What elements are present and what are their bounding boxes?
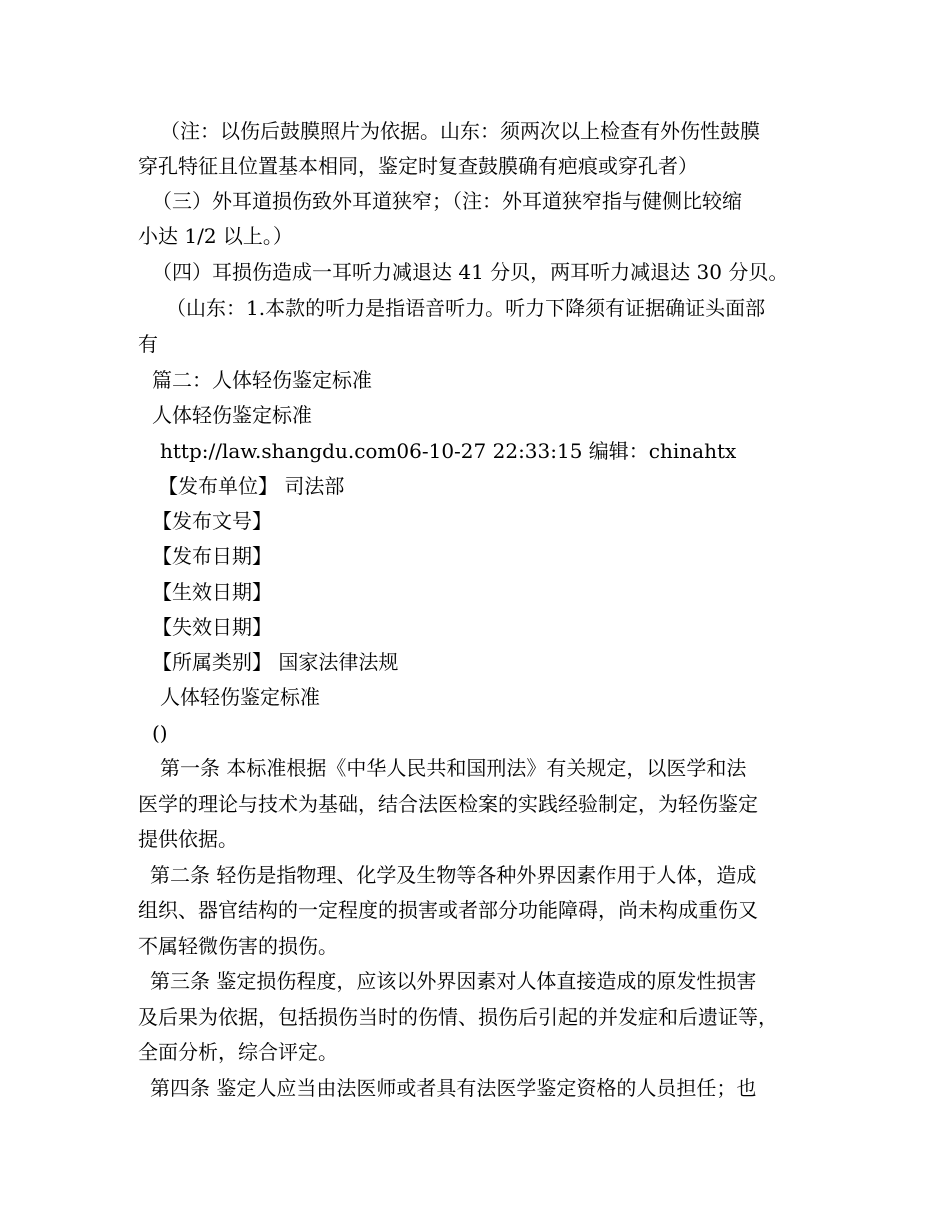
category-field: 【所属类别】 国家法律法规 bbox=[152, 650, 399, 674]
article-3-line: 全面分析，综合评定。 bbox=[138, 1040, 338, 1064]
body-title: 人体轻伤鉴定标准 bbox=[160, 685, 320, 709]
publisher-field: 【发布单位】 司法部 bbox=[158, 474, 345, 498]
doc-number-field: 【发布文号】 bbox=[152, 509, 272, 533]
text-line: （三）外耳道损伤致外耳道狭窄；（注：外耳道狭窄指与健侧比较缩 bbox=[152, 189, 742, 213]
document-title: 人体轻伤鉴定标准 bbox=[152, 403, 312, 427]
article-2-line: 组织、器官结构的一定程度的损害或者部分功能障碍，尚未构成重伤又 bbox=[138, 898, 758, 922]
text-line: （四）耳损伤造成一耳听力减退达 41 分贝，两耳听力减退达 30 分贝。 bbox=[152, 260, 789, 284]
article-4-line: 第四条 鉴定人应当由法医师或者具有法医学鉴定资格的人员担任；也 bbox=[150, 1076, 757, 1100]
text-line: () bbox=[152, 721, 168, 745]
article-2-line: 不属轻微伤害的损伤。 bbox=[138, 934, 338, 958]
section-heading: 篇二：人体轻伤鉴定标准 bbox=[152, 368, 372, 392]
article-3-line: 及后果为依据，包括损伤当时的伤情、损伤后引起的并发症和后遗证等， bbox=[138, 1005, 778, 1029]
text-line: 小达 1/2 以上。） bbox=[138, 224, 293, 248]
text-line: （山东：1.本款的听力是指语音听力。听力下降须有证据确证头面部 bbox=[166, 296, 766, 320]
article-2-line: 第二条 轻伤是指物理、化学及生物等各种外界因素作用于人体，造成 bbox=[150, 863, 757, 887]
publish-date-field: 【发布日期】 bbox=[152, 544, 272, 568]
text-line: 有 bbox=[138, 332, 158, 356]
text-line: （注：以伤后鼓膜照片为依据。山东：须两次以上检查有外伤性鼓膜 bbox=[160, 119, 760, 143]
article-1-line: 医学的理论与技术为基础，结合法医检案的实践经验制定，为轻伤鉴定 bbox=[138, 792, 758, 816]
source-url-line: http://law.shangdu.com06-10-27 22:33:15 编辑：chinahtx bbox=[160, 439, 737, 463]
effective-date-field: 【生效日期】 bbox=[152, 580, 272, 604]
article-1-line: 第一条 本标准根据《中华人民共和国刑法》有关规定，以医学和法 bbox=[160, 756, 747, 780]
expiry-date-field: 【失效日期】 bbox=[152, 615, 272, 639]
article-1-line: 提供依据。 bbox=[138, 827, 238, 851]
article-3-line: 第三条 鉴定损伤程度，应该以外界因素对人体直接造成的原发性损害 bbox=[150, 969, 757, 993]
text-line: 穿孔特征且位置基本相同，鉴定时复查鼓膜确有疤痕或穿孔者） bbox=[138, 154, 698, 178]
